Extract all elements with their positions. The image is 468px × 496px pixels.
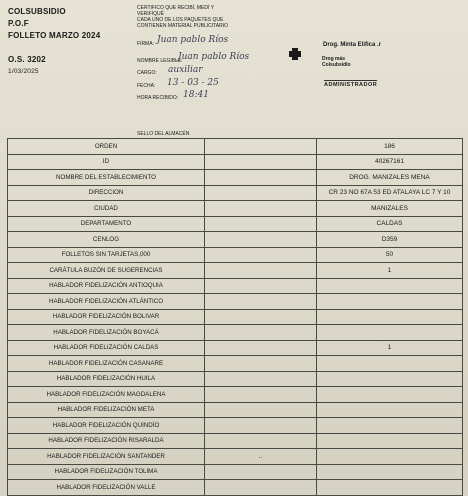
- row-label: HABLADOR FIDELIZACIÓN CASANARE: [8, 356, 205, 372]
- row-value: 1: [317, 263, 463, 279]
- cert-line: CERTIFICO QUE RECIBÍ, MEDÍ Y: [137, 5, 215, 11]
- row-value: CR 23 NO 67A 53 ED ATALAYA LC 7 Y 10: [317, 185, 463, 201]
- row-label: HABLADOR FIDELIZACIÓN TOLIMA: [8, 464, 205, 480]
- admin-label: ADMINISTRADOR: [324, 82, 378, 88]
- row-label: NOMBRE DEL ESTABLECIMIENTO: [8, 170, 205, 186]
- delivery-table: [7, 138, 463, 496]
- table-row: [8, 387, 463, 403]
- stamp-line: Drog más: [322, 56, 346, 62]
- table-row: [8, 356, 463, 372]
- stamp-drugstore-name: Drog. Minta Elifica .r: [323, 42, 382, 48]
- row-value: 1: [317, 340, 463, 356]
- cargo-label: CARGO:: [137, 70, 157, 76]
- row-mark: [205, 201, 317, 217]
- row-label: HABLADOR FIDELIZACIÓN MAGDALENA: [8, 387, 205, 403]
- row-label: HABLADOR FIDELIZACIÓN BOLIVAR: [8, 309, 205, 325]
- row-mark: [205, 185, 317, 201]
- pof-label: P.O.F: [8, 19, 29, 28]
- firma-signature: Juan pablo Ríos: [157, 35, 229, 45]
- table-row: [8, 294, 463, 310]
- row-value: [317, 449, 463, 465]
- table-row: [8, 464, 463, 480]
- row-value: D359: [317, 232, 463, 248]
- row-mark: [205, 309, 317, 325]
- fecha-label: FECHA:: [137, 83, 156, 89]
- certificate-block: [137, 5, 272, 29]
- row-value: DROG. MANIZALES MENA: [317, 170, 463, 186]
- row-value: [317, 433, 463, 449]
- cert-line: CADA UNO DE LOS PAQUETES QUE: [137, 17, 224, 23]
- row-label: ORDEN: [8, 139, 205, 155]
- row-mark: [205, 371, 317, 387]
- row-value: [317, 418, 463, 434]
- row-mark: [205, 464, 317, 480]
- table-row: [8, 371, 463, 387]
- row-label: HABLADOR FIDELIZACIÓN ANTIOQUIA: [8, 278, 205, 294]
- cert-line: VERIFIQUÉ: [137, 11, 164, 17]
- row-mark: [205, 263, 317, 279]
- cert-line: CONTIENEN MATERIAL PUBLICITARIO: [137, 23, 229, 29]
- row-label: HABLADOR FIDELIZACIÓN CALDAS: [8, 340, 205, 356]
- row-value: CALDAS: [317, 216, 463, 232]
- row-mark: [205, 402, 317, 418]
- row-label: DEPARTAMENTO: [8, 216, 205, 232]
- row-mark: [205, 294, 317, 310]
- row-value: [317, 278, 463, 294]
- fecha-value: 13 - 03 - 25: [167, 78, 219, 88]
- row-mark: [205, 216, 317, 232]
- row-mark: [205, 232, 317, 248]
- table-row: [8, 309, 463, 325]
- row-value: [317, 402, 463, 418]
- row-mark: [205, 247, 317, 263]
- row-mark: [205, 418, 317, 434]
- nombre-label: NOMBRE LEGIBLE:: [137, 58, 183, 64]
- table-row: [8, 139, 463, 155]
- table-row: [8, 480, 463, 496]
- nombre-value: Juan pablo Ríos: [178, 52, 250, 62]
- row-mark: [205, 387, 317, 403]
- row-mark: [205, 433, 317, 449]
- row-label: HABLADOR FIDELIZACIÓN SANTANDER: [8, 449, 205, 465]
- table-row: [8, 232, 463, 248]
- hora-label: HORA RECIBIDO:: [137, 95, 179, 101]
- table-row: [8, 154, 463, 170]
- row-label: HABLADOR FIDELIZACIÓN ATLÁNTICO: [8, 294, 205, 310]
- firma-label: FIRMA:: [137, 41, 154, 47]
- row-mark: ..: [205, 449, 317, 465]
- hora-value: 18:41: [183, 90, 209, 100]
- row-mark: [205, 480, 317, 496]
- row-mark: [205, 170, 317, 186]
- folleto-title: FOLLETO MARZO 2024: [8, 31, 101, 40]
- table-row: [8, 325, 463, 341]
- row-value: [317, 325, 463, 341]
- row-value: [317, 294, 463, 310]
- row-value: 186: [317, 139, 463, 155]
- row-label: HABLADOR FIDELIZACIÓN QUINDÍO: [8, 418, 205, 434]
- row-value: MANIZALES: [317, 201, 463, 217]
- table-row: [8, 402, 463, 418]
- row-label: DIRECCION: [8, 185, 205, 201]
- row-mark: [205, 340, 317, 356]
- table-row: [8, 263, 463, 279]
- row-mark: [205, 325, 317, 341]
- row-label: CENLOG: [8, 232, 205, 248]
- table-row: [8, 449, 463, 465]
- row-mark: [205, 139, 317, 155]
- table-row: [8, 185, 463, 201]
- table-row: [8, 247, 463, 263]
- row-value: [317, 480, 463, 496]
- row-label: FOLLETOS SIN TARJETAS,000: [8, 247, 205, 263]
- row-label: HABLADOR FIDELIZACIÓN HUILA: [8, 371, 205, 387]
- row-mark: [205, 356, 317, 372]
- table-row: [8, 170, 463, 186]
- sello-label: SELLO DEL ALMACÉN: [137, 131, 190, 137]
- row-label: HABLADOR FIDELIZACIÓN META: [8, 402, 205, 418]
- row-mark: [205, 278, 317, 294]
- cargo-value: auxiliar: [168, 65, 203, 75]
- table-row: [8, 340, 463, 356]
- row-label: ID: [8, 154, 205, 170]
- os-number: O.S. 3202: [8, 55, 46, 64]
- table-row: [8, 216, 463, 232]
- row-mark: [205, 154, 317, 170]
- colsubsidio-logo-icon: [278, 40, 318, 68]
- row-label: HABLADOR FIDELIZACIÓN RISARALDA: [8, 433, 205, 449]
- row-label: HABLADOR FIDELIZACIÓN VALLE: [8, 480, 205, 496]
- row-label: CARÁTULA BUZÓN DE SUGERENCIAS: [8, 263, 205, 279]
- row-value: [317, 387, 463, 403]
- stamp-sub: [322, 56, 351, 68]
- row-value: 50: [317, 247, 463, 263]
- row-label: HABLADOR FIDELIZACIÓN BOYACÁ: [8, 325, 205, 341]
- row-label: CIUDAD: [8, 201, 205, 217]
- row-value: [317, 464, 463, 480]
- table-row: [8, 278, 463, 294]
- header-date: 1/03/2025: [8, 68, 39, 75]
- row-value: [317, 309, 463, 325]
- row-value: [317, 371, 463, 387]
- table-row: [8, 418, 463, 434]
- document-header: [8, 6, 100, 78]
- stamp-line: Colsubsidio: [322, 62, 351, 68]
- row-value: 40267161: [317, 154, 463, 170]
- table-row: [8, 201, 463, 217]
- org-name: COLSUBSIDIO: [8, 7, 66, 16]
- row-value: [317, 356, 463, 372]
- table-row: [8, 433, 463, 449]
